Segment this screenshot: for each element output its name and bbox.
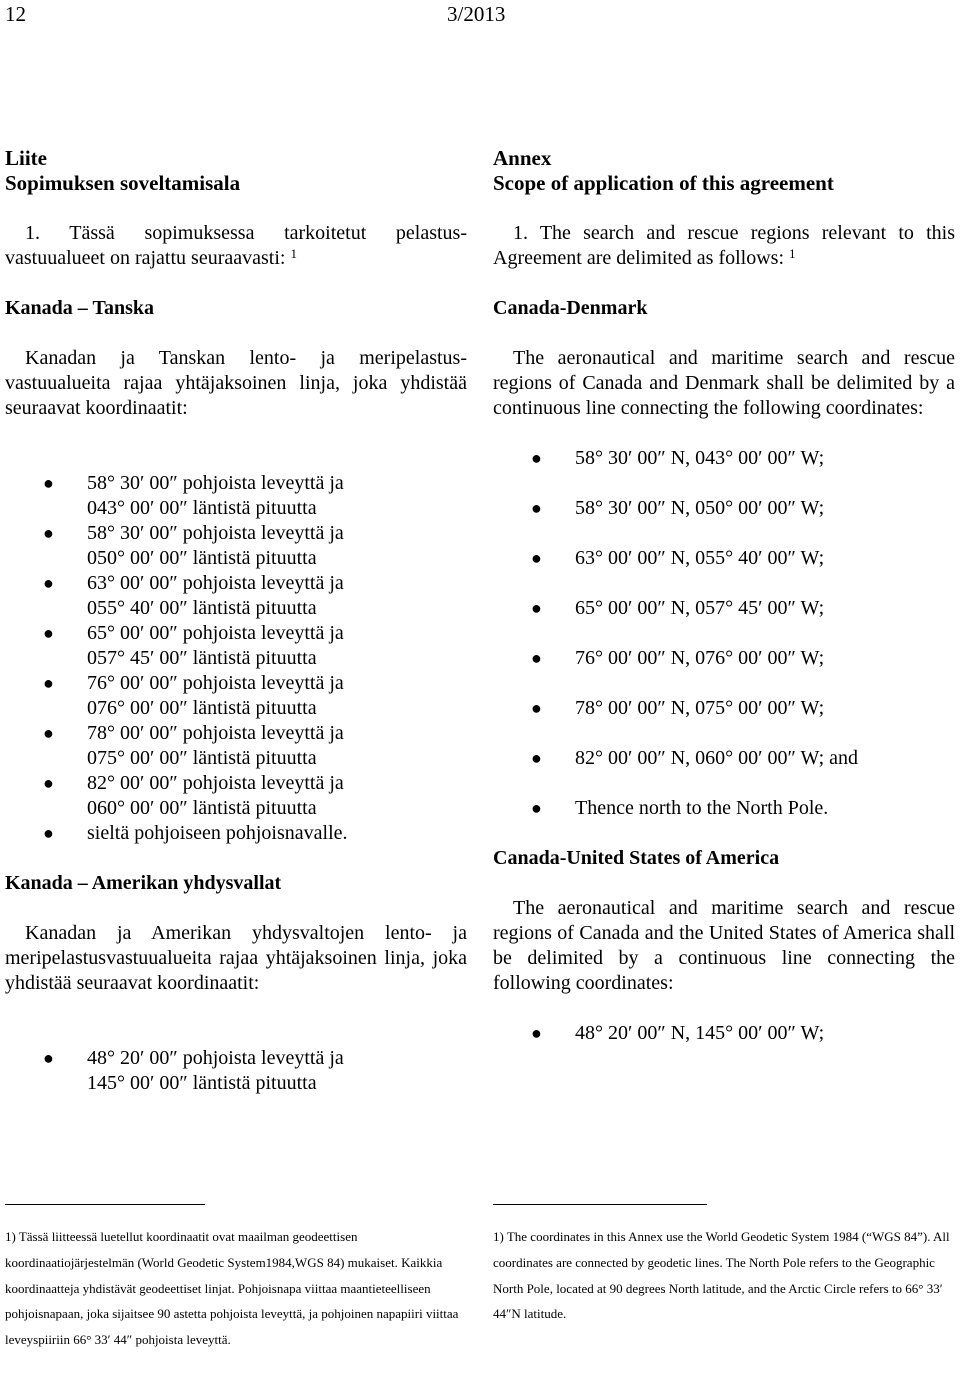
scope-title: Sopimuksen soveltamisala xyxy=(5,171,241,195)
bullet-icon: ● xyxy=(43,1048,54,1068)
section-text-canada-denmark: Kanadan ja Tanskan lento- ja meripelastus-vastuualueita rajaa yhtäjaksoinen linja, joka yhdistää seuraavat koordinaatit: xyxy=(5,347,467,419)
list-item: ● 48° 20′ 00″ pohjoista leveyttä ja 145° 00′ 00″ läntistä pituutta xyxy=(43,1047,344,1094)
list-item: ● sieltä pohjoiseen pohjoisnavalle. xyxy=(43,822,348,844)
coordinate-list-canada-denmark xyxy=(5,471,467,846)
bullet-icon: ● xyxy=(531,798,542,818)
bullet-icon: ● xyxy=(43,623,54,643)
section-title-canada-usa: Canada-United States of America xyxy=(493,847,780,869)
bullet-icon: ● xyxy=(43,573,54,593)
issue-number: 3/2013 xyxy=(447,2,506,26)
bullet-icon: ● xyxy=(531,598,542,618)
bullet-icon: ● xyxy=(531,648,542,668)
list-item: ● 65° 00′ 00″ N, 057° 45′ 00″ W; xyxy=(531,597,825,619)
bullet-icon: ● xyxy=(531,1023,542,1043)
coordinate-list-canada-usa xyxy=(5,1046,467,1096)
list-item: ● Thence north to the North Pole. xyxy=(531,797,829,819)
annex-title: Liite xyxy=(5,146,47,170)
section-text-canada-usa: Kanadan ja Amerikan yhdysvaltojen lento- ja meripelastusvastuualueita rajaa yhtäjaksoinen linja, joka yhdistää seuraavat koordinaatit: xyxy=(5,922,467,994)
list-item: ● 65° 00′ 00″ pohjoista leveyttä ja 057° 45′ 00″ läntistä pituutta xyxy=(43,622,344,669)
bullet-icon: ● xyxy=(531,748,542,768)
footnote-divider xyxy=(5,1204,205,1205)
section-text-canada-usa: The aeronautical and maritime search and rescue regions of Canada and the United States of America shall be delimited by a continuous line connecting the following coordinates: xyxy=(493,897,955,994)
page-header xyxy=(0,0,960,30)
bullet-icon: ● xyxy=(531,698,542,718)
english-column xyxy=(493,146,955,1071)
bullet-icon: ● xyxy=(531,498,542,518)
list-item: ● 58° 30′ 00″ N, 043° 00′ 00″ W; xyxy=(531,447,825,469)
section-title-canada-usa: Kanada – Amerikan yhdysvallat xyxy=(5,872,282,894)
bullet-icon: ● xyxy=(43,823,54,843)
list-item: ● 76° 00′ 00″ pohjoista leveyttä ja 076° 00′ 00″ läntistä pituutta xyxy=(43,672,344,719)
bullet-icon: ● xyxy=(43,473,54,493)
section-title-canada-denmark: Canada-Denmark xyxy=(493,297,648,319)
list-item: ● 58° 30′ 00″ pohjoista leveyttä ja 050° 00′ 00″ läntistä pituutta xyxy=(43,522,344,569)
list-item: ● 58° 30′ 00″ pohjoista leveyttä ja 043° 00′ 00″ läntistä pituutta xyxy=(43,472,344,519)
bullet-icon: ● xyxy=(531,548,542,568)
intro-paragraph: 1. The search and rescue regions relevant to this Agreement are delimited as follows: $^1$ xyxy=(493,222,955,269)
intro-paragraph: 1. Tässä sopimuksessa tarkoitetut pelastus-vastuualueet on rajattu seuraavasti: $^1$ xyxy=(5,222,467,269)
coordinate-list-canada-denmark xyxy=(493,446,955,821)
section-title-canada-denmark: Kanada – Tanska xyxy=(5,297,154,319)
list-item: ● 78° 00′ 00″ pohjoista leveyttä ja 075° 00′ 00″ läntistä pituutta xyxy=(43,722,344,769)
list-item: ● 48° 20′ 00″ N, 145° 00′ 00″ W; xyxy=(531,1022,825,1044)
list-item: ● 76° 00′ 00″ N, 076° 00′ 00″ W; xyxy=(531,647,825,669)
annex-title: Annex xyxy=(493,146,552,170)
page-number: 12 xyxy=(5,2,26,26)
footnote-ref: 1 xyxy=(290,246,297,261)
list-item: ● 82° 00′ 00″ pohjoista leveyttä ja 060° 00′ 00″ läntistä pituutta xyxy=(43,772,344,819)
footnote-ref: 1 xyxy=(789,246,796,261)
list-item: ● 58° 30′ 00″ N, 050° 00′ 00″ W; xyxy=(531,497,825,519)
bullet-icon: ● xyxy=(43,723,54,743)
list-item: ● 78° 00′ 00″ N, 075° 00′ 00″ W; xyxy=(531,697,825,719)
bullet-icon: ● xyxy=(531,448,542,468)
list-item: ● 63° 00′ 00″ pohjoista leveyttä ja 055° 40′ 00″ läntistä pituutta xyxy=(43,572,344,619)
footnote-divider xyxy=(493,1204,707,1205)
footnote-english: 1) The coordinates in this Annex use the World Geodetic System 1984 (“WGS 84”). All coordinates are connected by geodetic lines. The North Pole refers to the Geographic North Pole, located at 90 degrees North latitude, and the Arctic Circle refers to 66° 33′ 44″N latitude. xyxy=(493,1229,950,1322)
finnish-column xyxy=(5,146,467,1096)
bullet-icon: ● xyxy=(43,773,54,793)
list-item: ● 63° 00′ 00″ N, 055° 40′ 00″ W; xyxy=(531,547,825,569)
footnote-finnish: 1) Tässä liitteessä luetellut koordinaatit ovat maailman geodeettisen koordinaatiojärjestelmän (World Geodetic System1984,WGS 84) mukaiset. Kaikkia koordinaatteja yhdistävät geodeettiset linjat. Pohjoisnapa viittaa maantieteelliseen pohjoisnapaan, joka sijaitsee 90 astetta pohjoista leveyttä, ja pohjoinen napapiiri viittaa leveyspiiriin 66° 33′ 44″ pohjoista leveyttä. xyxy=(5,1229,459,1348)
section-text-canada-denmark: The aeronautical and maritime search and rescue regions of Canada and Denmark shall be delimited by a continuous line connecting the following coordinates: xyxy=(493,347,955,419)
bullet-icon: ● xyxy=(43,523,54,543)
list-item: ● 82° 00′ 00″ N, 060° 00′ 00″ W; and xyxy=(531,747,859,769)
bullet-icon: ● xyxy=(43,673,54,693)
scope-title: Scope of application of this agreement xyxy=(493,171,834,195)
coordinate-list-canada-usa xyxy=(493,1021,955,1046)
